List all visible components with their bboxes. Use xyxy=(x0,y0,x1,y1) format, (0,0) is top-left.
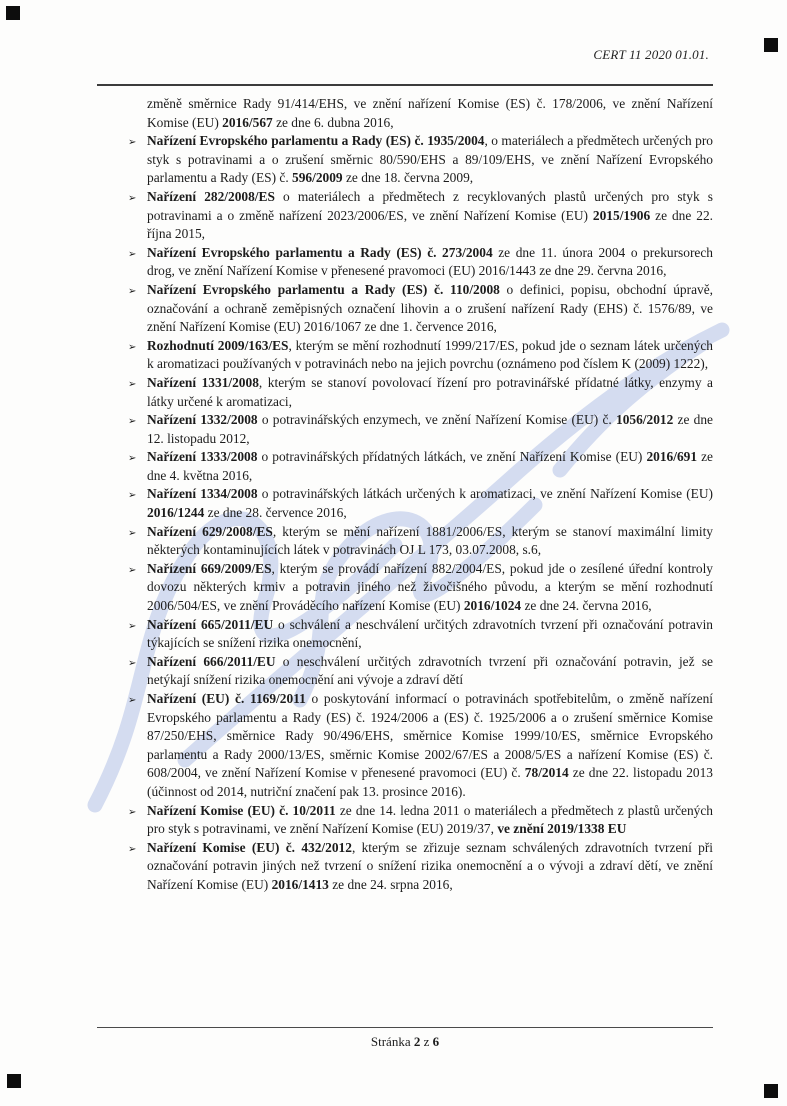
scan-corner-mark xyxy=(6,6,20,20)
intro-paragraph: změně směrnice Rady 91/414/EHS, ve znění nařízení Komise (ES) č. 178/2006, ve znění Nařízení Komise (EU) 2016/567 ze dne 6. dubna 2016, xyxy=(147,96,713,130)
list-item-text: Nařízení Evropského parlamentu a Rady (ES) č. 273/2004 ze dne 11. února 2004 o prekursorech drog, ve znění Nařízení Komise v přenesené pravomoci (EU) 2016/1443 ze dne 29. června 2016, xyxy=(147,244,713,279)
scan-corner-mark xyxy=(764,1084,778,1098)
list-item-text: Nařízení 1333/2008 o potravinářských přídatných látkách, ve znění Nařízení Komise (EU) 2016/691 ze dne 4. května 2016, xyxy=(147,449,713,483)
bullet-arrow-icon: ➢ xyxy=(128,378,137,390)
list-item xyxy=(128,188,713,244)
list-item-text: Nařízení Evropského parlamentu a Rady (ES) č. 1935/2004, o materiálech a předmětech určených pro styk s potravinami a o zrušení směrnic 80/590/EHS a 89/109/EHS, ve znění Nařízení Evropského parlamentu a Rady (ES) č. 596/2009 ze dne 18. června 2009, xyxy=(147,133,713,186)
bullet-arrow-icon: ➢ xyxy=(128,620,137,632)
bullet-arrow-icon: ➢ xyxy=(128,137,137,149)
document-code: CERT 11 2020 01.01. xyxy=(593,47,709,62)
list-item xyxy=(128,132,713,188)
bullet-arrow-icon: ➢ xyxy=(128,806,137,818)
list-item xyxy=(128,839,713,895)
list-item-text: Nařízení 1334/2008 o potravinářských látkách určených k aromatizaci, ve znění Nařízení Komise (EU) 2016/1244 ze dne 28. července 2016, xyxy=(147,486,713,521)
list-item xyxy=(128,802,713,839)
list-item-text: Nařízení (EU) č. 1169/2011 o poskytování informací o potravinách spotřebitelům, o změně nařízení Evropského parlamentu a Rady (ES) č. 1924/2006 a (ES) č. 1925/2006 a o zrušení směrnice Komise 87/250/EHS, směrnice Rady 90/496/EHS, směrnice Komise 1999/10/ES, směrnice Evropského parlamentu a Rady 2000/13/ES, směrnic Komise 2002/67/ES a 2008/5/ES a nařízení Komise (ES) č. 608/2004, ve znění Nařízení Komise v přenesené pravomoci (EU) č. 78/2014 ze dne 22. listopadu 2013 (účinnost od 2014, nutriční značení pak 13. prosince 2016). xyxy=(147,691,713,799)
list-item-text: Nařízení Komise (EU) č. 10/2011 ze dne 14. ledna 2011 o materiálech a předmětech z plastů určených pro styk s potravinami, ve znění Nařízení Komise (EU) 2019/37, ve znění 2019/1338 EU xyxy=(147,802,713,837)
bullet-arrow-icon: ➢ xyxy=(128,657,137,669)
bullet-arrow-icon: ➢ xyxy=(128,248,137,260)
document-body xyxy=(128,95,713,895)
bullet-arrow-icon: ➢ xyxy=(128,490,137,502)
list-item xyxy=(128,411,713,448)
list-item xyxy=(128,616,713,653)
list-item xyxy=(128,448,713,485)
list-item-text: Nařízení 629/2008/ES, kterým se mění nařízení 1881/2006/ES, kterým se stanoví maximální limity některých kontaminujících látek v potravinách OJ L 173, 03.07.2008, s.6, xyxy=(147,523,713,558)
bullet-arrow-icon: ➢ xyxy=(128,192,137,204)
list-item-text: Nařízení 1332/2008 o potravinářských enzymech, ve znění Nařízení Komise (EU) č. 1056/2012 ze dne 12. listopadu 2012, xyxy=(147,412,714,446)
bullet-arrow-icon: ➢ xyxy=(128,843,137,855)
bullet-arrow-icon: ➢ xyxy=(128,695,137,706)
list-item-text: Nařízení Evropského parlamentu a Rady (ES) č. 110/2008 o definici, popisu, obchodní úpravě, označování a ochraně zeměpisných označení lihovin a o zrušení nařízení Rady (EHS) č. 1576/89, ve znění Nařízení Komise (EU) 2016/1067 ze dne 1. července 2016, xyxy=(147,281,713,335)
bullet-arrow-icon: ➢ xyxy=(128,416,137,428)
footer-page-indicator: Stránka 2 z 6 xyxy=(370,1034,440,1049)
bullet-arrow-icon: ➢ xyxy=(128,453,137,465)
list-item xyxy=(128,244,713,281)
list-item xyxy=(128,690,713,802)
scan-corner-mark xyxy=(7,1074,21,1088)
bullet-arrow-icon: ➢ xyxy=(128,527,137,539)
list-item-text: Nařízení 666/2011/EU o neschválení určitých zdravotních tvrzení při označování potravin, jež se netýkají snížení rizika onemocnění ani vývoje a zdraví dětí xyxy=(147,653,713,688)
scan-corner-mark xyxy=(764,38,778,52)
list-item xyxy=(128,281,713,337)
footer-rule xyxy=(97,1027,713,1028)
list-item xyxy=(128,337,713,374)
bullet-arrow-icon: ➢ xyxy=(128,564,137,576)
header-rule xyxy=(97,84,713,86)
list-item xyxy=(128,560,713,616)
list-item xyxy=(128,523,713,560)
list-item-text: Nařízení Komise (EU) č. 432/2012, kterým se zřizuje seznam schválených zdravotních tvrzení při označování potravin jiných než tvrzení o snížení rizika onemocnění a o vývoji a zdraví dětí, ve znění Nařízení Komise (EU) 2016/1413 ze dne 24. srpna 2016, xyxy=(147,839,714,892)
list-item xyxy=(128,653,713,690)
regulation-list xyxy=(128,132,713,894)
list-item-text: Nařízení 665/2011/EU o schválení a neschválení určitých zdravotních tvrzení při označování potravin týkajících se snížení rizika onemocnění, xyxy=(147,616,713,651)
list-item xyxy=(128,374,713,411)
list-item xyxy=(128,485,713,522)
bullet-arrow-icon: ➢ xyxy=(128,341,137,353)
list-item-text: Nařízení 1331/2008, kterým se stanoví povolovací řízení pro potravinářské přídatné látky, enzymy a látky určené k aromatizaci, xyxy=(147,374,713,409)
list-item-text: Nařízení 669/2009/ES, kterým se provádí nařízení 882/2004/ES, pokud jde o zesílené úřední kontroly dovozu některých krmiv a potravin jiného než živočišného původu, a kterým se mění rozhodnutí 2006/504/ES, ve znění Prováděcího nařízení Komise (EU) 2016/1024 ze dne 24. června 2016, xyxy=(147,560,713,614)
list-item-text: Rozhodnutí 2009/163/ES, kterým se mění rozhodnutí 1999/217/ES, pokud jde o seznam látek určených k aromatizaci používaných v potravinách nebo na jejich povrchu (oznámeno pod číslem K (2009) 1222), xyxy=(147,337,713,372)
list-item-text: Nařízení 282/2008/ES o materiálech a předmětech z recyklovaných plastů určených pro styk s potravinami a o změně nařízení 2023/2006/ES, ve znění Nařízení Komise (EU) 2015/1906 ze dne 22. října 2015, xyxy=(147,188,713,242)
bullet-arrow-icon: ➢ xyxy=(128,285,137,297)
